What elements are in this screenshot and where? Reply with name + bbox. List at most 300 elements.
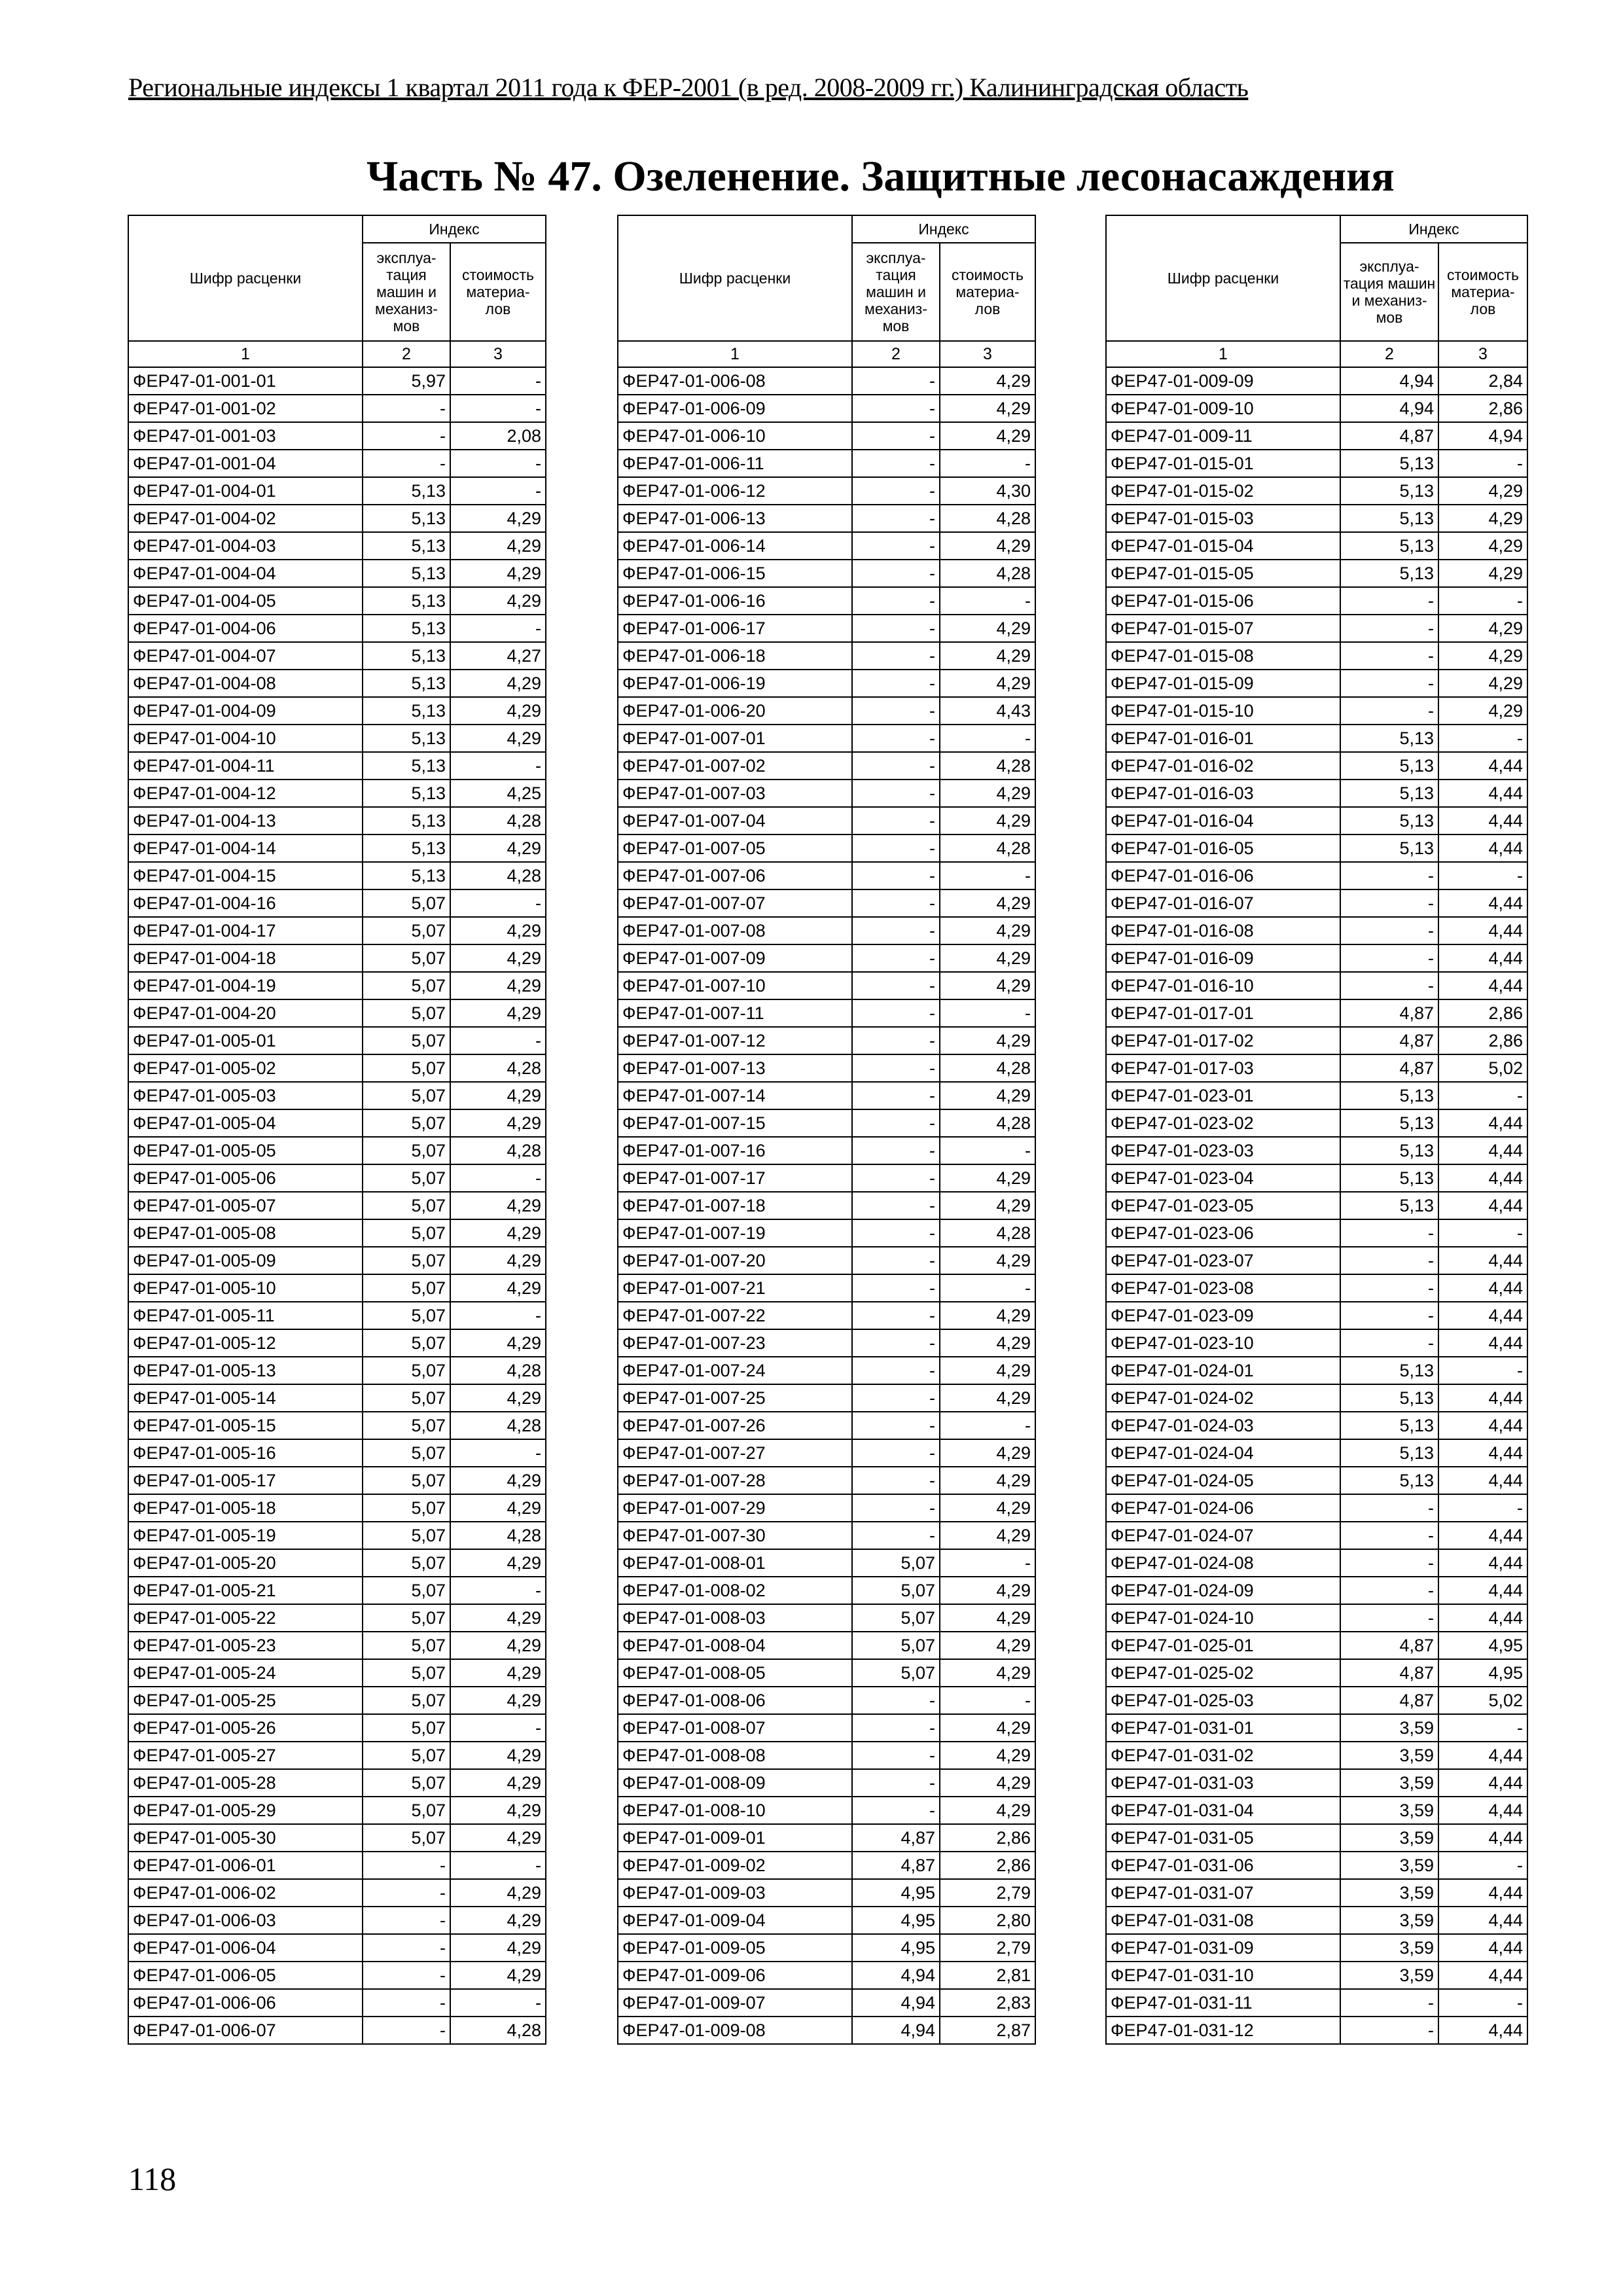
- materials-index-cell: -: [450, 367, 546, 395]
- rate-code-cell: ФЕР47-01-023-04: [1106, 1164, 1340, 1192]
- operation-index-cell: -: [852, 917, 940, 944]
- rate-code-cell: ФЕР47-01-008-05: [618, 1659, 852, 1687]
- operation-index-cell: -: [852, 1247, 940, 1274]
- materials-index-cell: 4,29: [940, 1467, 1035, 1494]
- table-row: [1106, 1247, 1527, 1274]
- table-row: [1106, 1687, 1527, 1714]
- rate-code-cell: ФЕР47-01-016-05: [1106, 834, 1340, 862]
- operation-index-cell: -: [852, 477, 940, 505]
- materials-index-cell: -: [1438, 1082, 1527, 1109]
- table-row: [128, 1302, 546, 1329]
- materials-index-cell: -: [450, 1439, 546, 1467]
- operation-index-cell: 5,13: [363, 807, 450, 834]
- operation-index-cell: 5,13: [1340, 450, 1438, 477]
- rate-code-cell: ФЕР47-01-031-02: [1106, 1742, 1340, 1769]
- materials-index-cell: 4,29: [450, 834, 546, 862]
- operation-index-cell: -: [363, 450, 450, 477]
- rate-code-cell: ФЕР47-01-005-09: [128, 1247, 363, 1274]
- materials-index-cell: 4,43: [940, 697, 1035, 725]
- materials-index-cell: 4,29: [940, 1439, 1035, 1467]
- rate-code-cell: ФЕР47-01-007-04: [618, 807, 852, 834]
- operation-index-cell: 4,87: [852, 1824, 940, 1852]
- materials-index-cell: -: [450, 889, 546, 917]
- table-row: [128, 1274, 546, 1302]
- table-row: [128, 1027, 546, 1054]
- table-row: [1106, 1604, 1527, 1632]
- rate-code-cell: ФЕР47-01-007-10: [618, 972, 852, 999]
- col-header-index: Индекс: [363, 215, 546, 243]
- materials-index-cell: 4,28: [450, 1137, 546, 1164]
- table-row: [618, 1302, 1035, 1329]
- materials-index-cell: 4,44: [1438, 1192, 1527, 1219]
- table-row: [618, 1384, 1035, 1412]
- materials-index-cell: 4,29: [940, 780, 1035, 807]
- materials-index-cell: 4,29: [940, 1769, 1035, 1797]
- operation-index-cell: 5,07: [363, 1357, 450, 1384]
- operation-index-cell: 5,13: [1340, 725, 1438, 752]
- operation-index-cell: 5,13: [1340, 807, 1438, 834]
- operation-index-cell: 5,07: [363, 1137, 450, 1164]
- rates-table-1: [128, 215, 546, 2045]
- table-row: [1106, 834, 1527, 862]
- rate-code-cell: ФЕР47-01-023-10: [1106, 1329, 1340, 1357]
- col-header-code: Шифр расценки: [618, 215, 852, 341]
- operation-index-cell: 4,87: [1340, 1687, 1438, 1714]
- table-row: [1106, 1989, 1527, 2017]
- materials-index-cell: 4,29: [450, 1824, 546, 1852]
- materials-index-cell: -: [450, 1027, 546, 1054]
- rate-code-cell: ФЕР47-01-006-09: [618, 395, 852, 422]
- materials-index-cell: -: [940, 587, 1035, 615]
- materials-index-cell: 4,29: [940, 807, 1035, 834]
- table-row: [1106, 2017, 1527, 2044]
- col-number-2: 2: [363, 341, 450, 367]
- table-row: [128, 1439, 546, 1467]
- materials-index-cell: 4,28: [940, 752, 1035, 780]
- table-row: [1106, 587, 1527, 615]
- materials-index-cell: 4,28: [940, 1219, 1035, 1247]
- operation-index-cell: -: [852, 807, 940, 834]
- operation-index-cell: -: [852, 862, 940, 889]
- operation-index-cell: 3,59: [1340, 1714, 1438, 1742]
- table-row: [618, 1137, 1035, 1164]
- operation-index-cell: -: [852, 532, 940, 560]
- table-row: [618, 1797, 1035, 1824]
- table-row: [618, 1742, 1035, 1769]
- table-row: [1106, 1522, 1527, 1549]
- table-row: [618, 670, 1035, 697]
- table-row: [618, 834, 1035, 862]
- table-row: [1106, 1797, 1527, 1824]
- operation-index-cell: 5,07: [363, 1549, 450, 1577]
- operation-index-cell: 4,87: [1340, 422, 1438, 450]
- table-row: [618, 780, 1035, 807]
- rate-code-cell: ФЕР47-01-024-06: [1106, 1494, 1340, 1522]
- table-row: [1106, 1384, 1527, 1412]
- operation-index-cell: -: [852, 1769, 940, 1797]
- col-header-code: Шифр расценки: [128, 215, 363, 341]
- table-row: [618, 615, 1035, 642]
- rate-code-cell: ФЕР47-01-005-24: [128, 1659, 363, 1687]
- operation-index-cell: 5,07: [363, 1219, 450, 1247]
- operation-index-cell: -: [852, 697, 940, 725]
- rate-code-cell: ФЕР47-01-005-20: [128, 1549, 363, 1577]
- table-row: [1106, 1027, 1527, 1054]
- rate-code-cell: ФЕР47-01-015-06: [1106, 587, 1340, 615]
- col-number-3: 3: [450, 341, 546, 367]
- rate-code-cell: ФЕР47-01-009-06: [618, 1962, 852, 1989]
- rate-code-cell: ФЕР47-01-008-06: [618, 1687, 852, 1714]
- operation-index-cell: 5,13: [1340, 477, 1438, 505]
- table-row: [618, 1769, 1035, 1797]
- operation-index-cell: -: [852, 1329, 940, 1357]
- materials-index-cell: 4,29: [450, 1467, 546, 1494]
- rate-code-cell: ФЕР47-01-007-06: [618, 862, 852, 889]
- table-row: [128, 1852, 546, 1879]
- rate-code-cell: ФЕР47-01-005-27: [128, 1742, 363, 1769]
- rate-code-cell: ФЕР47-01-024-04: [1106, 1439, 1340, 1467]
- materials-index-cell: -: [450, 1302, 546, 1329]
- materials-index-cell: -: [940, 1687, 1035, 1714]
- materials-index-cell: 4,44: [1438, 944, 1527, 972]
- rate-code-cell: ФЕР47-01-005-12: [128, 1329, 363, 1357]
- table-row: [128, 752, 546, 780]
- materials-index-cell: 4,29: [1438, 560, 1527, 587]
- table-row: [618, 752, 1035, 780]
- rate-code-cell: ФЕР47-01-004-14: [128, 834, 363, 862]
- rate-code-cell: ФЕР47-01-008-07: [618, 1714, 852, 1742]
- operation-index-cell: -: [363, 2017, 450, 2044]
- rate-code-cell: ФЕР47-01-007-20: [618, 1247, 852, 1274]
- rate-code-cell: ФЕР47-01-007-29: [618, 1494, 852, 1522]
- materials-index-cell: -: [450, 395, 546, 422]
- operation-index-cell: 4,94: [852, 1989, 940, 2017]
- materials-index-cell: 4,44: [1438, 834, 1527, 862]
- table-row: [618, 1357, 1035, 1384]
- rate-code-cell: ФЕР47-01-008-03: [618, 1604, 852, 1632]
- rate-code-cell: ФЕР47-01-015-01: [1106, 450, 1340, 477]
- operation-index-cell: -: [852, 560, 940, 587]
- table-row: [1106, 422, 1527, 450]
- materials-index-cell: 4,44: [1438, 889, 1527, 917]
- table-row: [618, 1522, 1035, 1549]
- materials-index-cell: -: [1438, 1219, 1527, 1247]
- operation-index-cell: -: [1340, 1549, 1438, 1577]
- rate-code-cell: ФЕР47-01-005-05: [128, 1137, 363, 1164]
- table-row: [618, 642, 1035, 670]
- materials-index-cell: 4,29: [1438, 477, 1527, 505]
- materials-index-cell: 4,29: [450, 725, 546, 752]
- table-row: [1106, 1659, 1527, 1687]
- operation-index-cell: -: [1340, 1577, 1438, 1604]
- table-row: [128, 807, 546, 834]
- rate-code-cell: ФЕР47-01-024-08: [1106, 1549, 1340, 1577]
- table-row: [1106, 1467, 1527, 1494]
- rate-code-cell: ФЕР47-01-005-04: [128, 1109, 363, 1137]
- materials-index-cell: 4,29: [940, 1494, 1035, 1522]
- operation-index-cell: 4,94: [1340, 367, 1438, 395]
- materials-index-cell: 4,29: [1438, 615, 1527, 642]
- materials-index-cell: 4,29: [450, 944, 546, 972]
- rate-code-cell: ФЕР47-01-007-08: [618, 917, 852, 944]
- operation-index-cell: 5,13: [1340, 532, 1438, 560]
- operation-index-cell: -: [1340, 587, 1438, 615]
- rate-code-cell: ФЕР47-01-004-08: [128, 670, 363, 697]
- rate-code-cell: ФЕР47-01-008-09: [618, 1769, 852, 1797]
- table-row: [1106, 780, 1527, 807]
- table-row: [618, 1494, 1035, 1522]
- table-row: [128, 944, 546, 972]
- table-row: [1106, 477, 1527, 505]
- operation-index-cell: 5,13: [1340, 1164, 1438, 1192]
- materials-index-cell: 4,29: [450, 505, 546, 532]
- rate-code-cell: ФЕР47-01-031-10: [1106, 1962, 1340, 1989]
- rate-code-cell: ФЕР47-01-007-26: [618, 1412, 852, 1439]
- materials-index-cell: 4,44: [1438, 780, 1527, 807]
- operation-index-cell: 5,13: [363, 477, 450, 505]
- rate-code-cell: ФЕР47-01-004-19: [128, 972, 363, 999]
- materials-index-cell: 4,44: [1438, 2017, 1527, 2044]
- table-row: [128, 615, 546, 642]
- table-row: [618, 807, 1035, 834]
- operation-index-cell: 5,07: [363, 1027, 450, 1054]
- table-row: [1106, 615, 1527, 642]
- materials-index-cell: 4,29: [940, 917, 1035, 944]
- materials-index-cell: 4,29: [940, 1302, 1035, 1329]
- materials-index-cell: 2,86: [940, 1852, 1035, 1879]
- table-row: [618, 944, 1035, 972]
- operation-index-cell: 5,07: [363, 972, 450, 999]
- operation-index-cell: 5,07: [363, 1577, 450, 1604]
- materials-index-cell: 4,29: [1438, 670, 1527, 697]
- operation-index-cell: 5,07: [852, 1659, 940, 1687]
- operation-index-cell: -: [852, 889, 940, 917]
- rate-code-cell: ФЕР47-01-017-02: [1106, 1027, 1340, 1054]
- materials-index-cell: 4,28: [940, 834, 1035, 862]
- materials-index-cell: 4,28: [450, 1412, 546, 1439]
- rate-code-cell: ФЕР47-01-031-07: [1106, 1879, 1340, 1907]
- materials-index-cell: 4,44: [1438, 1274, 1527, 1302]
- table-row: [128, 697, 546, 725]
- materials-index-cell: -: [940, 999, 1035, 1027]
- table-row: [618, 367, 1035, 395]
- col-number-1: 1: [618, 341, 852, 367]
- table-row: [128, 725, 546, 752]
- materials-index-cell: -: [1438, 862, 1527, 889]
- operation-index-cell: -: [1340, 670, 1438, 697]
- materials-index-cell: 4,29: [940, 1384, 1035, 1412]
- operation-index-cell: 5,07: [852, 1632, 940, 1659]
- operation-index-cell: 5,13: [1340, 1412, 1438, 1439]
- materials-index-cell: 4,44: [1438, 1467, 1527, 1494]
- rate-code-cell: ФЕР47-01-008-04: [618, 1632, 852, 1659]
- operation-index-cell: 5,07: [363, 1054, 450, 1082]
- table-row: [128, 972, 546, 999]
- materials-index-cell: 4,44: [1438, 752, 1527, 780]
- col-number-3: 3: [1438, 341, 1527, 367]
- materials-index-cell: 4,29: [940, 1192, 1035, 1219]
- rate-code-cell: ФЕР47-01-016-03: [1106, 780, 1340, 807]
- table-row: [618, 1577, 1035, 1604]
- operation-index-cell: -: [852, 642, 940, 670]
- table-row: [618, 1604, 1035, 1632]
- materials-index-cell: 4,29: [450, 532, 546, 560]
- table-row: [1106, 944, 1527, 972]
- materials-index-cell: -: [450, 1989, 546, 2017]
- rate-code-cell: ФЕР47-01-004-04: [128, 560, 363, 587]
- table-row: [618, 1192, 1035, 1219]
- rate-code-cell: ФЕР47-01-016-04: [1106, 807, 1340, 834]
- rate-code-cell: ФЕР47-01-006-06: [128, 1989, 363, 2017]
- table-row: [1106, 889, 1527, 917]
- rate-code-cell: ФЕР47-01-006-19: [618, 670, 852, 697]
- operation-index-cell: 3,59: [1340, 1797, 1438, 1824]
- materials-index-cell: 4,27: [450, 642, 546, 670]
- rate-code-cell: ФЕР47-01-015-07: [1106, 615, 1340, 642]
- table-row: [618, 477, 1035, 505]
- operation-index-cell: -: [1340, 889, 1438, 917]
- materials-index-cell: 4,29: [450, 1769, 546, 1797]
- table-row: [618, 1164, 1035, 1192]
- rate-code-cell: ФЕР47-01-025-02: [1106, 1659, 1340, 1687]
- table-row: [618, 1824, 1035, 1852]
- materials-index-cell: 4,44: [1438, 1604, 1527, 1632]
- operation-index-cell: -: [852, 1302, 940, 1329]
- materials-index-cell: -: [1438, 450, 1527, 477]
- table-row: [1106, 697, 1527, 725]
- operation-index-cell: 5,13: [363, 560, 450, 587]
- table-row: [618, 972, 1035, 999]
- rate-code-cell: ФЕР47-01-004-10: [128, 725, 363, 752]
- operation-index-cell: -: [1340, 1219, 1438, 1247]
- materials-index-cell: 4,44: [1438, 807, 1527, 834]
- col-number-3: 3: [940, 341, 1035, 367]
- operation-index-cell: 5,13: [1340, 1439, 1438, 1467]
- rate-code-cell: ФЕР47-01-001-04: [128, 450, 363, 477]
- operation-index-cell: -: [1340, 1329, 1438, 1357]
- materials-index-cell: 5,02: [1438, 1054, 1527, 1082]
- col-header-materials: стоимость материа- лов: [450, 243, 546, 341]
- operation-index-cell: 3,59: [1340, 1742, 1438, 1769]
- rates-table-3: [1105, 215, 1528, 2045]
- materials-index-cell: 4,29: [1438, 505, 1527, 532]
- table-row: [1106, 367, 1527, 395]
- materials-index-cell: 4,94: [1438, 422, 1527, 450]
- table-row: [128, 1164, 546, 1192]
- table-row: [1106, 1439, 1527, 1467]
- materials-index-cell: 4,29: [940, 422, 1035, 450]
- rate-code-cell: ФЕР47-01-031-04: [1106, 1797, 1340, 1824]
- table-row: [1106, 1714, 1527, 1742]
- rate-code-cell: ФЕР47-01-015-08: [1106, 642, 1340, 670]
- operation-index-cell: -: [1340, 697, 1438, 725]
- materials-index-cell: 2,86: [1438, 1027, 1527, 1054]
- materials-index-cell: 4,44: [1438, 1962, 1527, 1989]
- operation-index-cell: 5,07: [363, 1192, 450, 1219]
- operation-index-cell: 5,13: [1340, 560, 1438, 587]
- operation-index-cell: 5,07: [363, 1769, 450, 1797]
- materials-index-cell: -: [1438, 1852, 1527, 1879]
- col-header-code: Шифр расценки: [1106, 215, 1340, 341]
- materials-index-cell: -: [940, 862, 1035, 889]
- rate-code-cell: ФЕР47-01-004-13: [128, 807, 363, 834]
- rate-code-cell: ФЕР47-01-023-02: [1106, 1109, 1340, 1137]
- table-row: [1106, 1577, 1527, 1604]
- table-row: [1106, 1054, 1527, 1082]
- table-row: [1106, 1742, 1527, 1769]
- operation-index-cell: -: [1340, 917, 1438, 944]
- materials-index-cell: -: [1438, 1357, 1527, 1384]
- materials-index-cell: 4,29: [450, 1219, 546, 1247]
- rate-code-cell: ФЕР47-01-005-15: [128, 1412, 363, 1439]
- materials-index-cell: 4,29: [450, 587, 546, 615]
- materials-index-cell: 4,29: [450, 560, 546, 587]
- materials-index-cell: 4,44: [1438, 1934, 1527, 1962]
- operation-index-cell: 4,87: [1340, 999, 1438, 1027]
- materials-index-cell: 4,29: [450, 1907, 546, 1934]
- table-row: [1106, 450, 1527, 477]
- col-header-index: Индекс: [852, 215, 1035, 243]
- rate-code-cell: ФЕР47-01-031-06: [1106, 1852, 1340, 1879]
- rate-code-cell: ФЕР47-01-006-17: [618, 615, 852, 642]
- rate-code-cell: ФЕР47-01-023-06: [1106, 1219, 1340, 1247]
- operation-index-cell: -: [852, 1109, 940, 1137]
- materials-index-cell: -: [940, 1274, 1035, 1302]
- materials-index-cell: 4,29: [940, 367, 1035, 395]
- table-row: [1106, 1962, 1527, 1989]
- operation-index-cell: 5,13: [363, 862, 450, 889]
- materials-index-cell: -: [450, 615, 546, 642]
- operation-index-cell: 5,07: [852, 1549, 940, 1577]
- materials-index-cell: 4,29: [1438, 532, 1527, 560]
- operation-index-cell: -: [1340, 642, 1438, 670]
- table-row: [618, 917, 1035, 944]
- materials-index-cell: 4,29: [940, 1357, 1035, 1384]
- rate-code-cell: ФЕР47-01-005-03: [128, 1082, 363, 1109]
- materials-index-cell: -: [940, 1137, 1035, 1164]
- operation-index-cell: 5,07: [363, 1247, 450, 1274]
- rate-code-cell: ФЕР47-01-009-01: [618, 1824, 852, 1852]
- materials-index-cell: 4,29: [1438, 642, 1527, 670]
- table-row: [1106, 1824, 1527, 1852]
- rate-code-cell: ФЕР47-01-005-17: [128, 1467, 363, 1494]
- materials-index-cell: 2,84: [1438, 367, 1527, 395]
- table-row: [618, 725, 1035, 752]
- rate-code-cell: ФЕР47-01-005-07: [128, 1192, 363, 1219]
- operation-index-cell: 5,07: [363, 1329, 450, 1357]
- rate-code-cell: ФЕР47-01-005-19: [128, 1522, 363, 1549]
- rate-code-cell: ФЕР47-01-004-20: [128, 999, 363, 1027]
- materials-index-cell: 4,29: [450, 1384, 546, 1412]
- operation-index-cell: 5,07: [363, 1687, 450, 1714]
- rate-code-cell: ФЕР47-01-009-11: [1106, 422, 1340, 450]
- materials-index-cell: 4,44: [1438, 1742, 1527, 1769]
- materials-index-cell: 2,08: [450, 422, 546, 450]
- operation-index-cell: -: [363, 1852, 450, 1879]
- operation-index-cell: 5,13: [1340, 1137, 1438, 1164]
- table-row: [128, 1604, 546, 1632]
- rate-code-cell: ФЕР47-01-031-03: [1106, 1769, 1340, 1797]
- materials-index-cell: 4,29: [940, 670, 1035, 697]
- rate-code-cell: ФЕР47-01-006-10: [618, 422, 852, 450]
- materials-index-cell: -: [450, 1852, 546, 1879]
- rate-code-cell: ФЕР47-01-007-07: [618, 889, 852, 917]
- rate-code-cell: ФЕР47-01-007-25: [618, 1384, 852, 1412]
- rate-code-cell: ФЕР47-01-007-12: [618, 1027, 852, 1054]
- operation-index-cell: 5,97: [363, 367, 450, 395]
- table-row: [618, 1247, 1035, 1274]
- rate-code-cell: ФЕР47-01-016-10: [1106, 972, 1340, 999]
